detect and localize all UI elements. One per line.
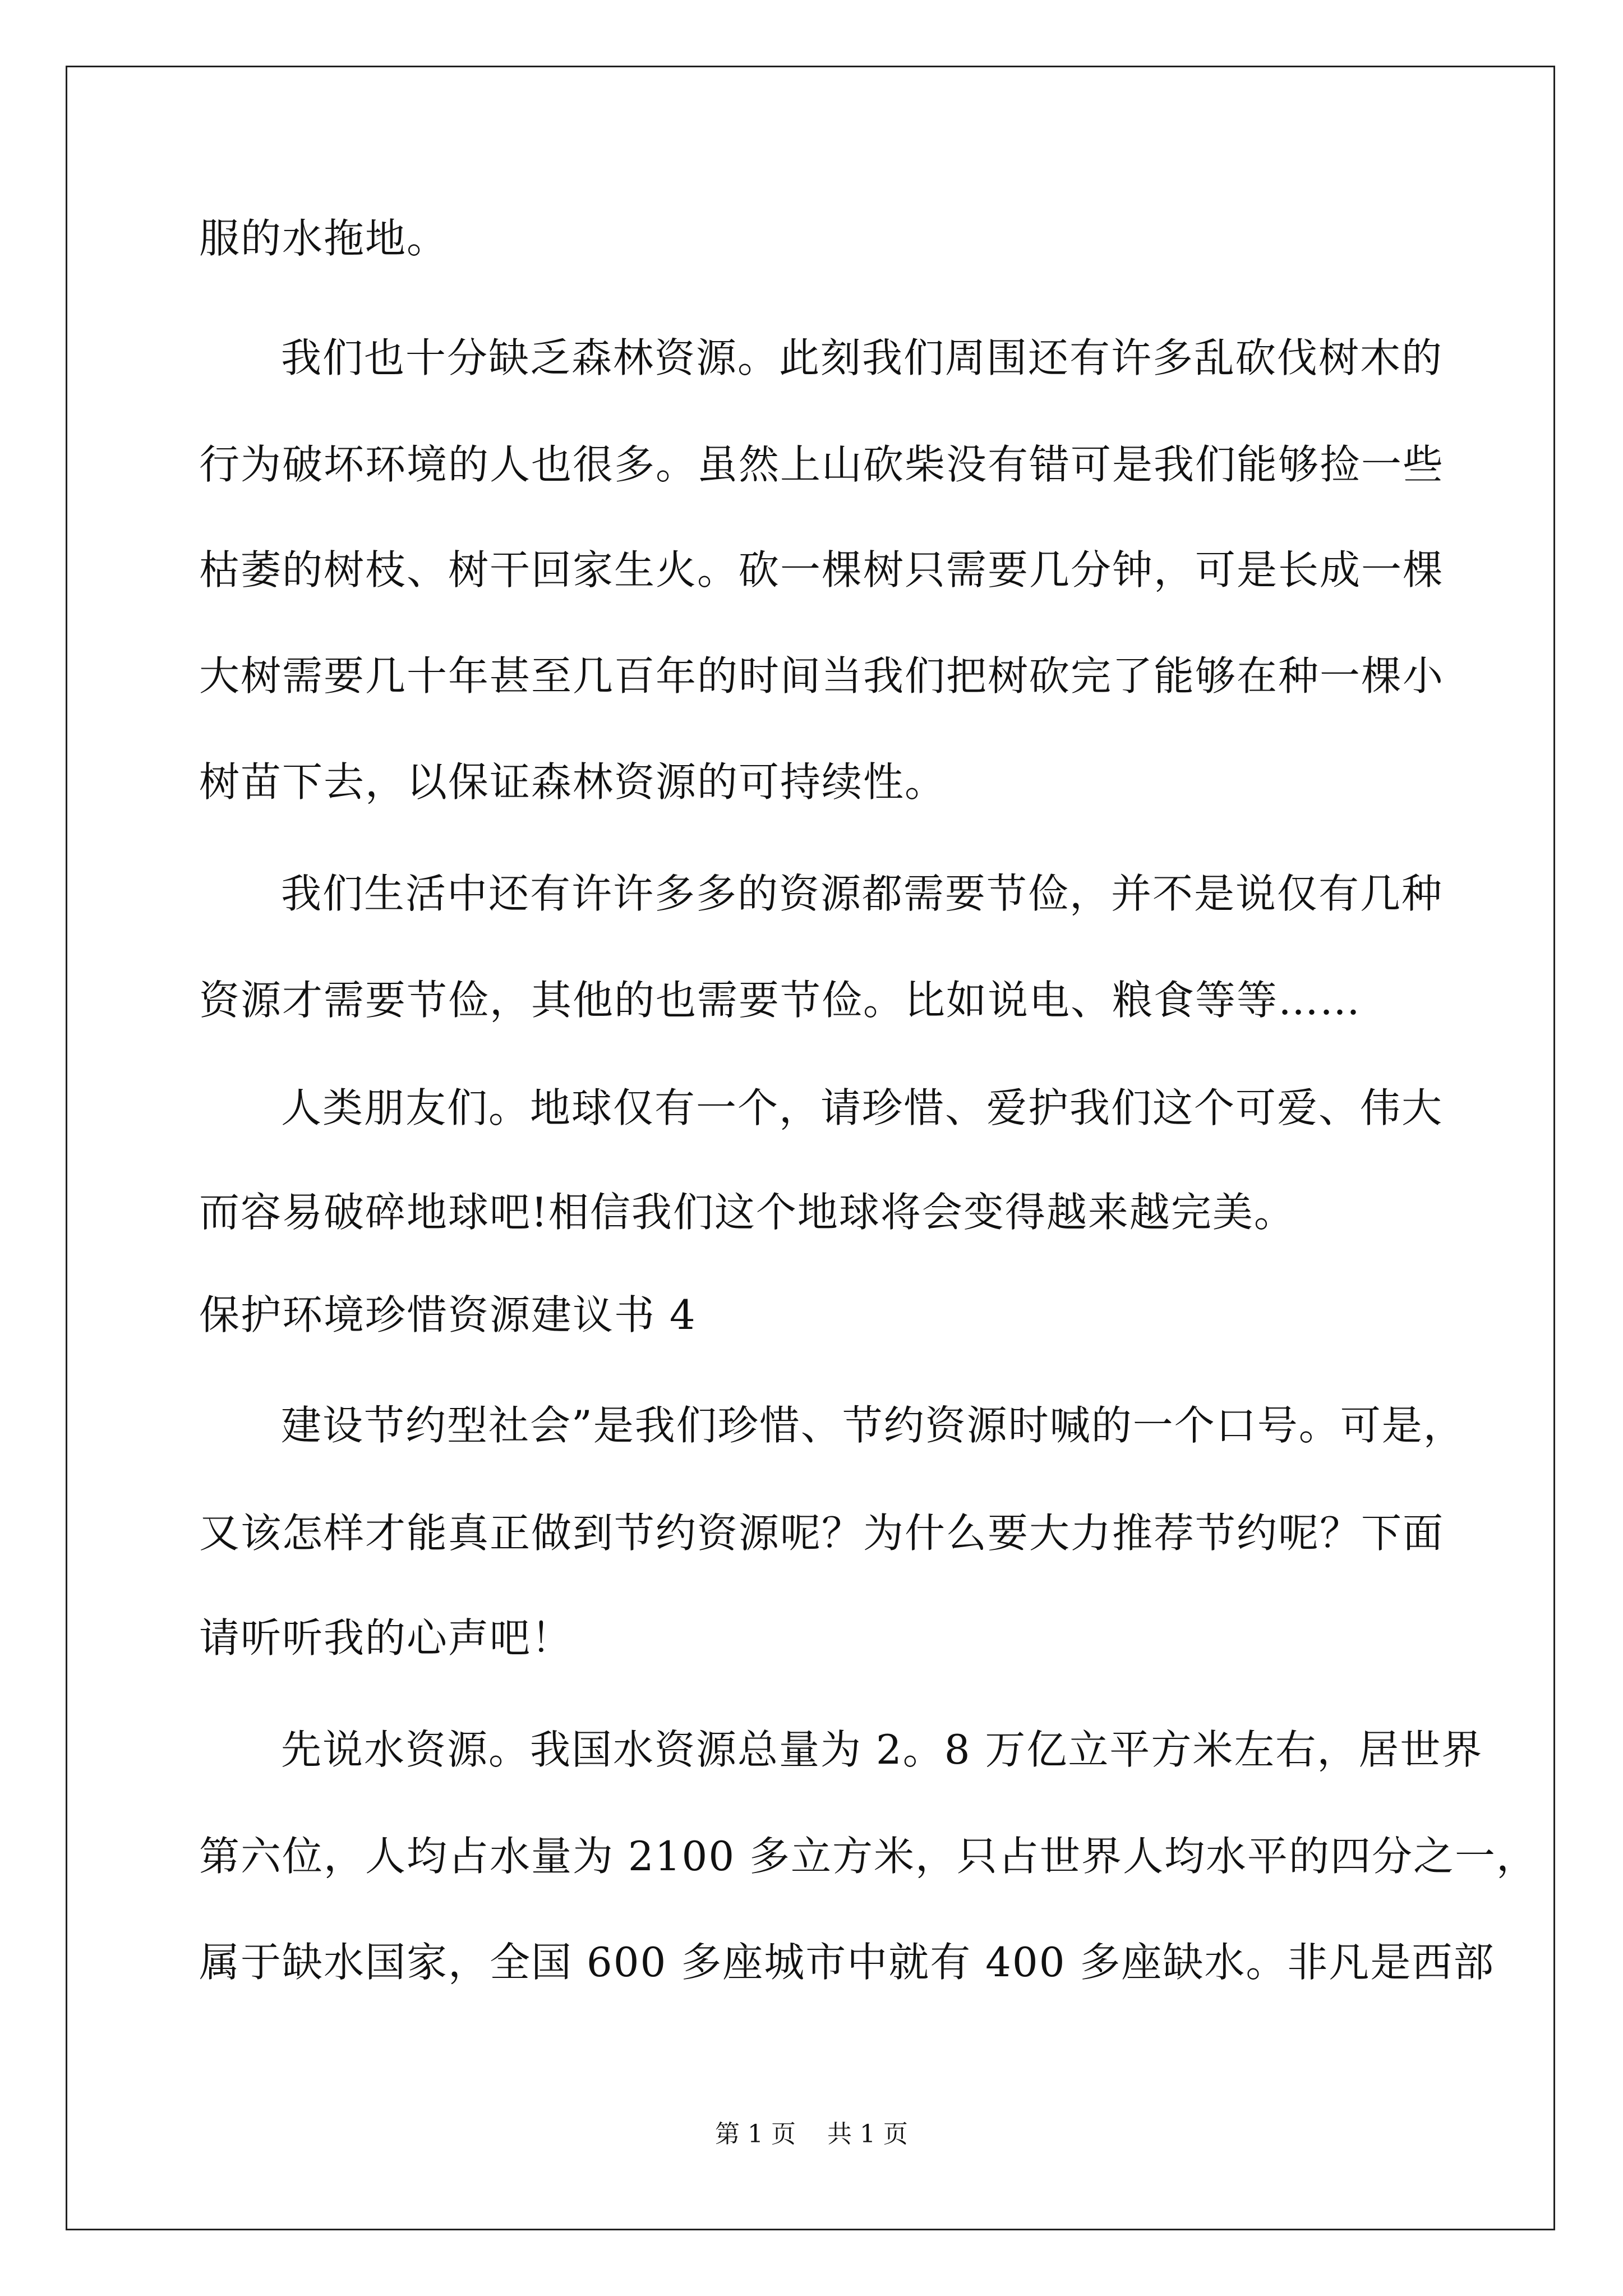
page-number: 第 1 页 共 1 页 [715, 2120, 908, 2148]
text-line: 人类朋友们。地球仅有一个，请珍惜、爱护我们这个可爱、伟大 [281, 1084, 1444, 1131]
text-line: 枯萎的树枝、树干回家生火。砍一棵树只需要几分钟，可是长成一棵 [199, 546, 1445, 593]
text-line: 而容易破碎地球吧!相信我们这个地球将会变得越来越完美。 [199, 1189, 1295, 1236]
text-line: 大树需要几十年甚至几百年的时间当我们把树砍完了能够在种一棵小 [199, 652, 1445, 700]
text-line: 第六位，人均占水量为 2100 多立方米，只占世界人均水平的四分之一， [199, 1833, 1538, 1880]
text-line: 属于缺水国家，全国 600 多座城市中就有 400 多座缺水。非凡是西部 [199, 1939, 1495, 1986]
text-line: 树苗下去，以保证森林资源的可持续性。 [199, 758, 947, 806]
text-line: 我们生活中还有许许多多的资源都需要节俭，并不是说仅有几种 [281, 870, 1444, 917]
text-line: 又该怎样才能真正做到节约资源呢？为什么要大力推荐节约呢？下面 [199, 1510, 1445, 1557]
text-line: 我们也十分缺乏森林资源。此刻我们周围还有许多乱砍伐树木的 [281, 334, 1444, 381]
text-line: 先说水资源。我国水资源总量为 2。8 万亿立平方米左右，居世界 [281, 1726, 1483, 1773]
text-line: 建设节约型社会”是我们珍惜、节约资源时喊的一个口号。可是， [281, 1402, 1465, 1449]
text-line: 请听听我的心声吧！ [199, 1614, 573, 1662]
text-line: 行为破坏环境的人也很多。虽然上山砍柴没有错可是我们能够捡一些 [199, 441, 1445, 488]
section-heading: 保护环境珍惜资源建议书 4 [199, 1291, 697, 1338]
page-border [66, 66, 1555, 2230]
text-line: 服的水拖地。 [199, 215, 449, 262]
text-line: 资源才需要节俭，其他的也需要节俭。比如说电、粮食等等…… [199, 977, 1362, 1024]
